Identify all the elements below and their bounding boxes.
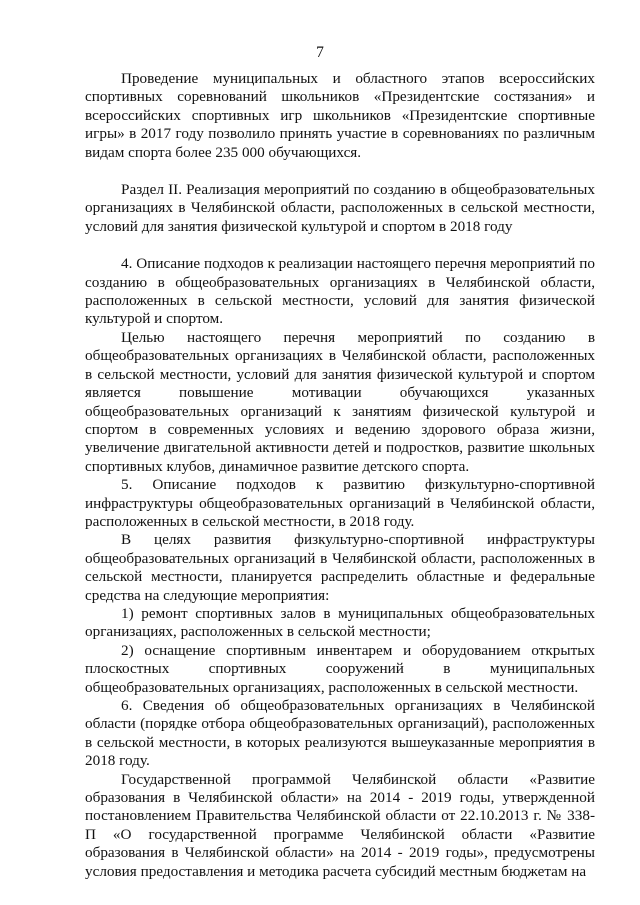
section-heading: Раздел II. Реализация мероприятий по созданию в общеобразовательных организациях в Челябинской области, расположенных в сельской местности, условий для занятия физической культурой и спортом в 2018 году xyxy=(85,181,595,235)
paragraph-item-6: 6. Сведения об общеобразовательных организациях в Челябинской области (порядке отбора общеобразовательных организаций), расположенных в сельской местности, в которых реализуются вышеуказанные мероприятия в 2018 году. xyxy=(85,697,595,770)
list-item-1: 1) ремонт спортивных залов в муниципальных общеобразовательных организациях, расположенных в сельской местности; xyxy=(85,604,595,641)
page-number: 7 xyxy=(316,44,324,61)
paragraph-item-4: 4. Описание подходов к реализации настоящего перечня мероприятий по созданию в общеобразовательных организациях в Челябинской области, расположенных в сельской местности, условий для занятия физической культурой и спортом. xyxy=(85,255,595,328)
paragraph-goal: Целью настоящего перечня мероприятий по созданию в общеобразовательных организациях в Челябинской области, расположенных в сельской местности, условий для занятия физической культурой и спортом является повышение мотивации обучающихся указанных общеобразовательных организаций к занятиям физической культурой и спортом в современных условиях и ведению здорового образа жизни, увеличение двигательной активности детей и подростков, развитие школьных спортивных клубов, динамичное развитие детского спорта. xyxy=(85,328,595,475)
paragraph-state-program: Государственной программой Челябинской области «Развитие образования в Челябинской области» на 2014 - 2019 годы, утвержденной постановлением Правительства Челябинской области от 22.10.2013 г. № 338-П «О государственной программе Челябинской области «Развитие образования в Челябинской области» на 2014 - 2019 годы», предусмотрены условия предоставления и методика расчета субсидий местным бюджетам на xyxy=(85,770,595,880)
paragraph-item-5: 5. Описание подходов к развитию физкультурно-спортивной инфраструктуры общеобразовательных организаций в Челябинской области, расположенных в сельской местности, в 2018 году. xyxy=(85,476,595,530)
spacer xyxy=(85,236,595,255)
spacer xyxy=(85,162,595,181)
paragraph-competitions: Проведение муниципальных и областного этапов всероссийских спортивных соревнований школьников «Президентские состязания» и всероссийских спортивных игр школьников «Президентские спортивные игры» в 2017 году позволило принять участие в соревнованиях по различным видам спорта более 235 000 обучающихся. xyxy=(85,70,595,161)
document-body xyxy=(85,70,595,881)
list-item-2: 2) оснащение спортивным инвентарем и оборудованием открытых плоскостных спортивных сооружений в муниципальных общеобразовательных организациях, расположенных в сельской местности. xyxy=(85,641,595,696)
paragraph-funding: В целях развития физкультурно-спортивной инфраструктуры общеобразовательных организаций в Челябинской области, расположенных в сельской местности, планируется распределить областные и федеральные средства на следующие мероприятия: xyxy=(85,531,595,604)
